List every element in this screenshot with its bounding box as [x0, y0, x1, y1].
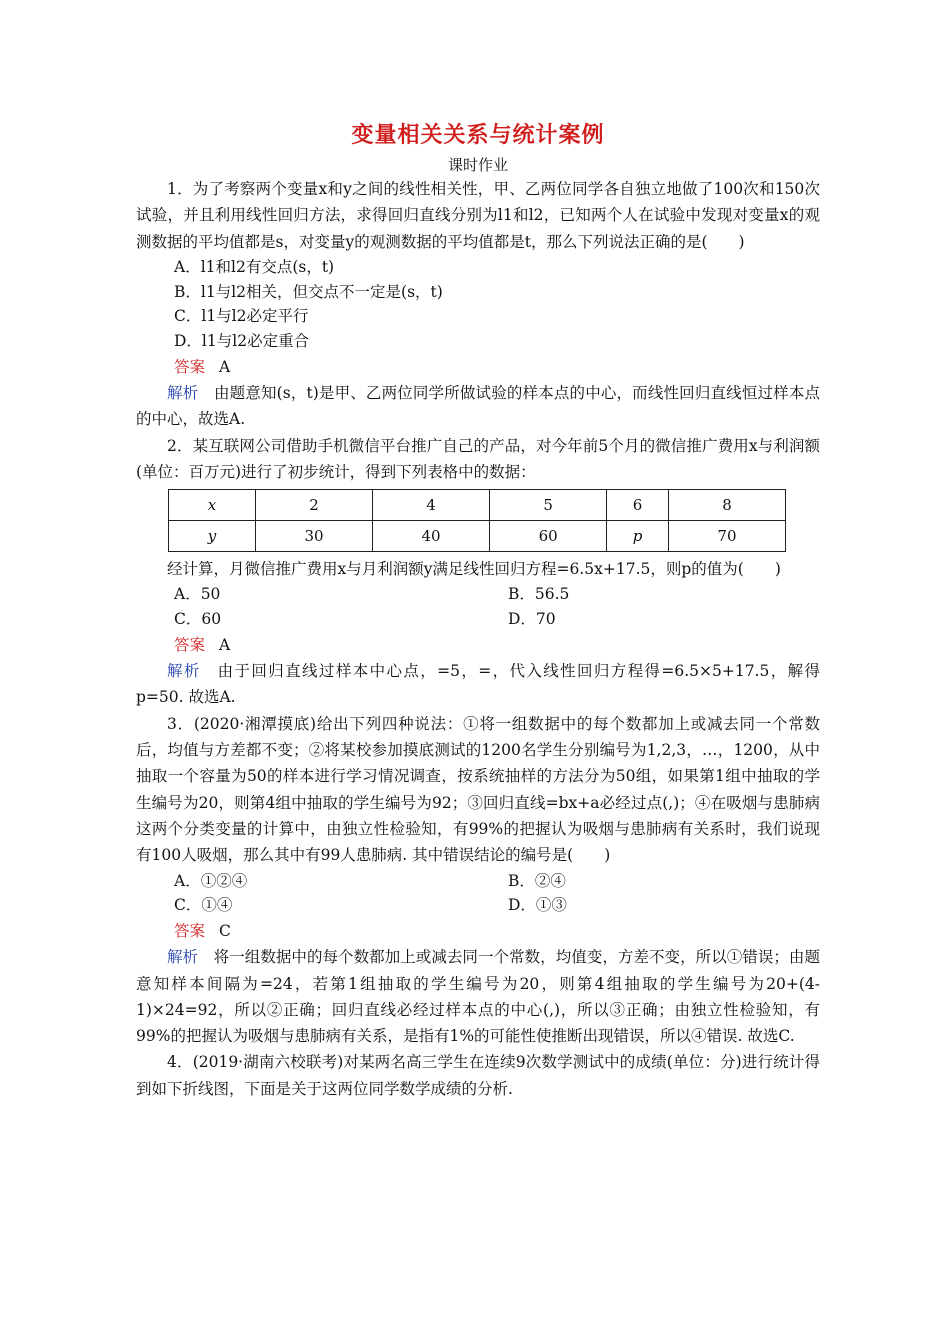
q1-answer [136, 354, 820, 380]
table-cell: x [169, 490, 256, 521]
q2-analysis [136, 658, 820, 711]
q2-option-d: D．70 [508, 610, 556, 629]
analysis-text: 由题意知(s，t)是甲、乙两位同学所做试验的样本点的中心，而线性回归直线恒过样本点的中心，故选A. [136, 384, 820, 429]
page-subtitle: 课时作业 [447, 156, 508, 174]
q2-question: 经计算，月微信推广费用x与月利润额y满足线性回归方程=6.5x+17.5，则p的值为( ) [167, 560, 781, 579]
q3-answer [136, 918, 820, 944]
q1-stem: 1．为了考察两个变量x和y之间的线性相关性，甲、乙两位同学各自独立地做了100次和150次试验，并且利用线性回归方法，求得回归直线分别为l1和l2，已知两个人在试验中发现对变量x的观测数据的平均值都是s，对变量y的观测数据的平均值都是t，那么下列说法正确的是( ) [136, 180, 820, 251]
q3-option-b: B．②④ [508, 871, 566, 890]
q1-option-c: C．l1与l2必定平行 [174, 307, 309, 326]
table-cell: 40 [373, 521, 490, 552]
analysis-text: 由于回归直线过样本中心点，=5，=，代入线性回归方程得=6.5×5+17.5，解得p=50. 故选A. [136, 662, 820, 707]
table-cell: 60 [490, 521, 607, 552]
table-cell: 8 [668, 490, 785, 521]
q3-stem: 3．(2020·湘潭摸底)给出下列四种说法：①将一组数据中的每个数都加上或减去同一个常数后，均值与方差都不变；②将某校参加摸底测试的1200名学生分别编号为1,2,3，…，1200，从中抽取一个容量为50的样本进行学习情况调查，按系统抽样的方法分为50组，如果第1组中抽取的学生编号为20，则第4组中抽取的学生编号为92；③回归直线=bx+a必经过点(,)；④在吸烟与患肺病这两个分类变量的计算中，由独立性检验知，有99%的把握认为吸烟与患肺病有关系时，我们说现有100人吸烟，那么其中有99人患肺病. 其中错误结论的编号是( ) [136, 714, 820, 865]
table-cell: p [607, 521, 669, 552]
analysis-label: 解析 [167, 948, 199, 967]
q3-options-row-2 [136, 893, 820, 918]
q1-option-d: D．l1与l2必定重合 [174, 332, 310, 350]
q2-option-b: B．56.5 [508, 585, 570, 604]
table-cell: 30 [256, 521, 373, 552]
q2-option-c: C．60 [174, 610, 222, 629]
q3-analysis [136, 944, 820, 1049]
analysis-label: 解析 [167, 384, 199, 402]
answer-value: A [219, 357, 231, 376]
analysis-text: 将一组数据中的每个数都加上或减去同一个常数，均值变，方差不变，所以①错误；由题意知样本间隔为=24，若第1组抽取的学生编号为20，则第4组抽取的学生编号为20+(4-1)×24=92，所以②正确；回归直线必经过样本点的中心(,)，所以③正确；由独立性检验知，有99%的把握认为吸烟与患肺病有关系，是指有1%的可能性使推断出现错误，所以④错误. 故选C. [136, 948, 820, 1046]
table-cell: 2 [256, 490, 373, 521]
table-cell: y [169, 521, 256, 552]
answer-label: 答案 [174, 635, 206, 654]
table-cell: 70 [668, 521, 785, 552]
table-row [169, 490, 786, 521]
answer-label: 答案 [174, 921, 206, 940]
data-table [168, 489, 786, 552]
q1-analysis [136, 380, 820, 433]
page-title: 变量相关关系与统计案例 [351, 122, 605, 148]
analysis-label: 解析 [167, 662, 201, 681]
q2-answer [136, 632, 820, 658]
q3-option-d: D．①③ [508, 896, 567, 915]
q2-options-row-2 [136, 607, 820, 632]
q2-option-a: A．50 [174, 585, 221, 604]
table-row [169, 521, 786, 552]
table-cell: 5 [490, 490, 607, 521]
q3-option-a: A．①②④ [174, 871, 248, 890]
table-cell: 6 [607, 490, 669, 521]
answer-label: 答案 [174, 357, 206, 376]
q3-options-row-1 [136, 869, 820, 894]
q2-options-row-1 [136, 582, 820, 607]
q2-stem: 2．某互联网公司借助手机微信平台推广自己的产品，对今年前5个月的微信推广费用x与利润额(单位：百万元)进行了初步统计，得到下列表格中的数据： [136, 436, 820, 481]
q3-option-c: C．①④ [174, 896, 233, 915]
q1-option-a: A．l1和l2有交点(s，t) [174, 257, 335, 276]
q1-option-b: B．l1与l2相关，但交点不一定是(s，t) [174, 282, 443, 301]
answer-value: C [219, 921, 231, 940]
answer-value: A [219, 635, 231, 654]
document-body [136, 118, 820, 1102]
table-cell: 4 [373, 490, 490, 521]
q4-stem: 4．(2019·湖南六校联考)对某两名高三学生在连续9次数学测试中的成绩(单位：分)进行统计得到如下折线图，下面是关于这两位同学数学成绩的分析. [136, 1053, 820, 1098]
